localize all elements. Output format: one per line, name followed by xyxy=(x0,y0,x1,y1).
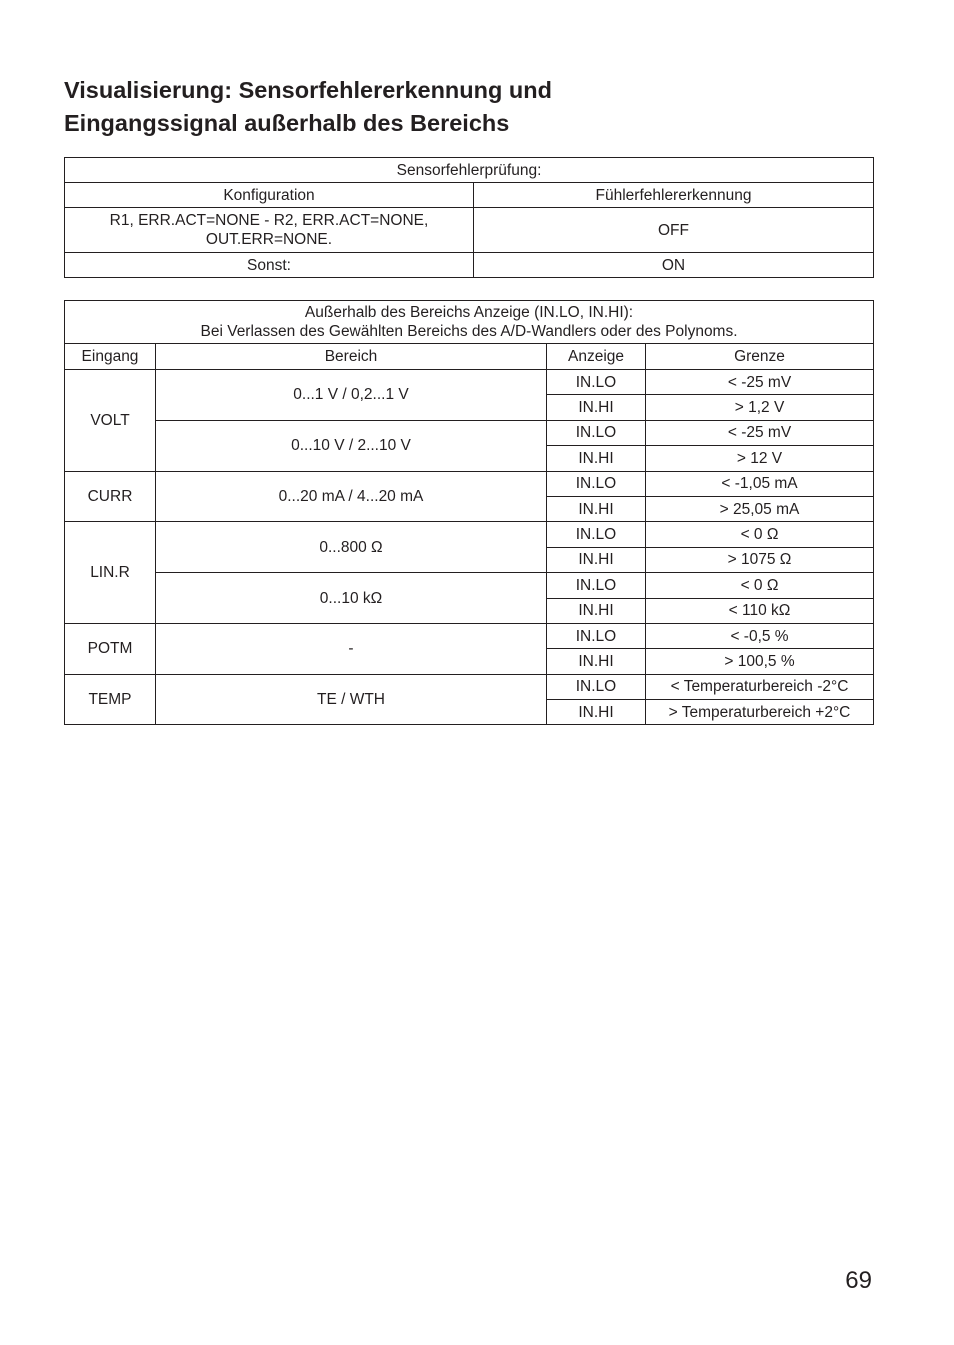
limit-cell: < 0 Ω xyxy=(646,573,874,598)
limit-cell: > 100,5 % xyxy=(646,649,874,674)
range-header-input: Eingang xyxy=(65,344,156,370)
display-cell: IN.HI xyxy=(547,649,646,674)
sensor-header-detection: Fühlerfehlererkennung xyxy=(474,183,874,208)
limit-cell: < -25 mV xyxy=(646,370,874,395)
out-of-range-table xyxy=(64,300,874,725)
sensor-detection-value: ON xyxy=(474,253,874,278)
display-cell: IN.LO xyxy=(547,573,646,598)
range-cell: 0...20 mA / 4...20 mA xyxy=(156,471,547,522)
input-name-cell: TEMP xyxy=(65,674,156,725)
limit-cell: < Temperaturbereich -2°C xyxy=(646,674,874,699)
display-cell: IN.LO xyxy=(547,471,646,496)
range-cell: TE / WTH xyxy=(156,674,547,725)
page-number: 69 xyxy=(845,1267,872,1294)
display-cell: IN.LO xyxy=(547,674,646,699)
range-table-caption xyxy=(65,301,874,344)
sensor-header-config: Konfiguration xyxy=(65,183,474,208)
display-cell: IN.LO xyxy=(547,522,646,547)
range-cell: - xyxy=(156,623,547,674)
limit-cell: < -1,05 mA xyxy=(646,471,874,496)
limit-cell: > 1,2 V xyxy=(646,395,874,420)
limit-cell: < -0,5 % xyxy=(646,623,874,648)
range-cell: 0...800 Ω xyxy=(156,522,547,573)
display-cell: IN.LO xyxy=(547,623,646,648)
display-cell: IN.HI xyxy=(547,496,646,521)
input-name-cell: VOLT xyxy=(65,370,156,472)
input-name-cell: LIN.R xyxy=(65,522,156,624)
sensor-config-cell: Sonst: xyxy=(65,253,474,278)
limit-cell: > 25,05 mA xyxy=(646,496,874,521)
range-cell: 0...1 V / 0,2...1 V xyxy=(156,370,547,421)
range-caption-line-1: Außerhalb des Bereichs Anzeige (IN.LO, IN.HI): xyxy=(304,304,634,321)
heading-line-1: Visualisierung: Sensorfehlererkennung und xyxy=(64,77,552,103)
range-header-limit: Grenze xyxy=(646,344,874,370)
sensor-config-line-2: OUT.ERR=NONE. xyxy=(205,231,333,248)
sensor-error-table xyxy=(64,157,874,278)
display-cell: IN.HI xyxy=(547,598,646,623)
sensor-config-cell xyxy=(65,208,474,253)
range-header-display: Anzeige xyxy=(547,344,646,370)
heading-line-2: Eingangssignal außerhalb des Bereichs xyxy=(64,110,510,136)
input-name-cell: CURR xyxy=(65,471,156,522)
limit-cell: < 110 kΩ xyxy=(646,598,874,623)
display-cell: IN.LO xyxy=(547,420,646,445)
input-name-cell: POTM xyxy=(65,623,156,674)
sensor-config-line-1: R1, ERR.ACT=NONE - R2, ERR.ACT=NONE, xyxy=(109,212,429,229)
limit-cell: < -25 mV xyxy=(646,420,874,445)
limit-cell: < 0 Ω xyxy=(646,522,874,547)
sensor-table-caption: Sensorfehlerprüfung: xyxy=(65,158,874,183)
range-cell: 0...10 V / 2...10 V xyxy=(156,420,547,471)
display-cell: IN.HI xyxy=(547,446,646,471)
display-cell: IN.HI xyxy=(547,700,646,725)
display-cell: IN.HI xyxy=(547,547,646,572)
display-cell: IN.LO xyxy=(547,370,646,395)
page-heading xyxy=(64,74,884,140)
limit-cell: > 1075 Ω xyxy=(646,547,874,572)
display-cell: IN.HI xyxy=(547,395,646,420)
limit-cell: > 12 V xyxy=(646,446,874,471)
range-caption-line-2: Bei Verlassen des Gewählten Bereichs des A/D-Wandlers oder des Polynoms. xyxy=(200,323,738,340)
range-header-range: Bereich xyxy=(156,344,547,370)
range-cell: 0...10 kΩ xyxy=(156,573,547,624)
sensor-detection-value: OFF xyxy=(474,208,874,253)
limit-cell: > Temperaturbereich +2°C xyxy=(646,700,874,725)
